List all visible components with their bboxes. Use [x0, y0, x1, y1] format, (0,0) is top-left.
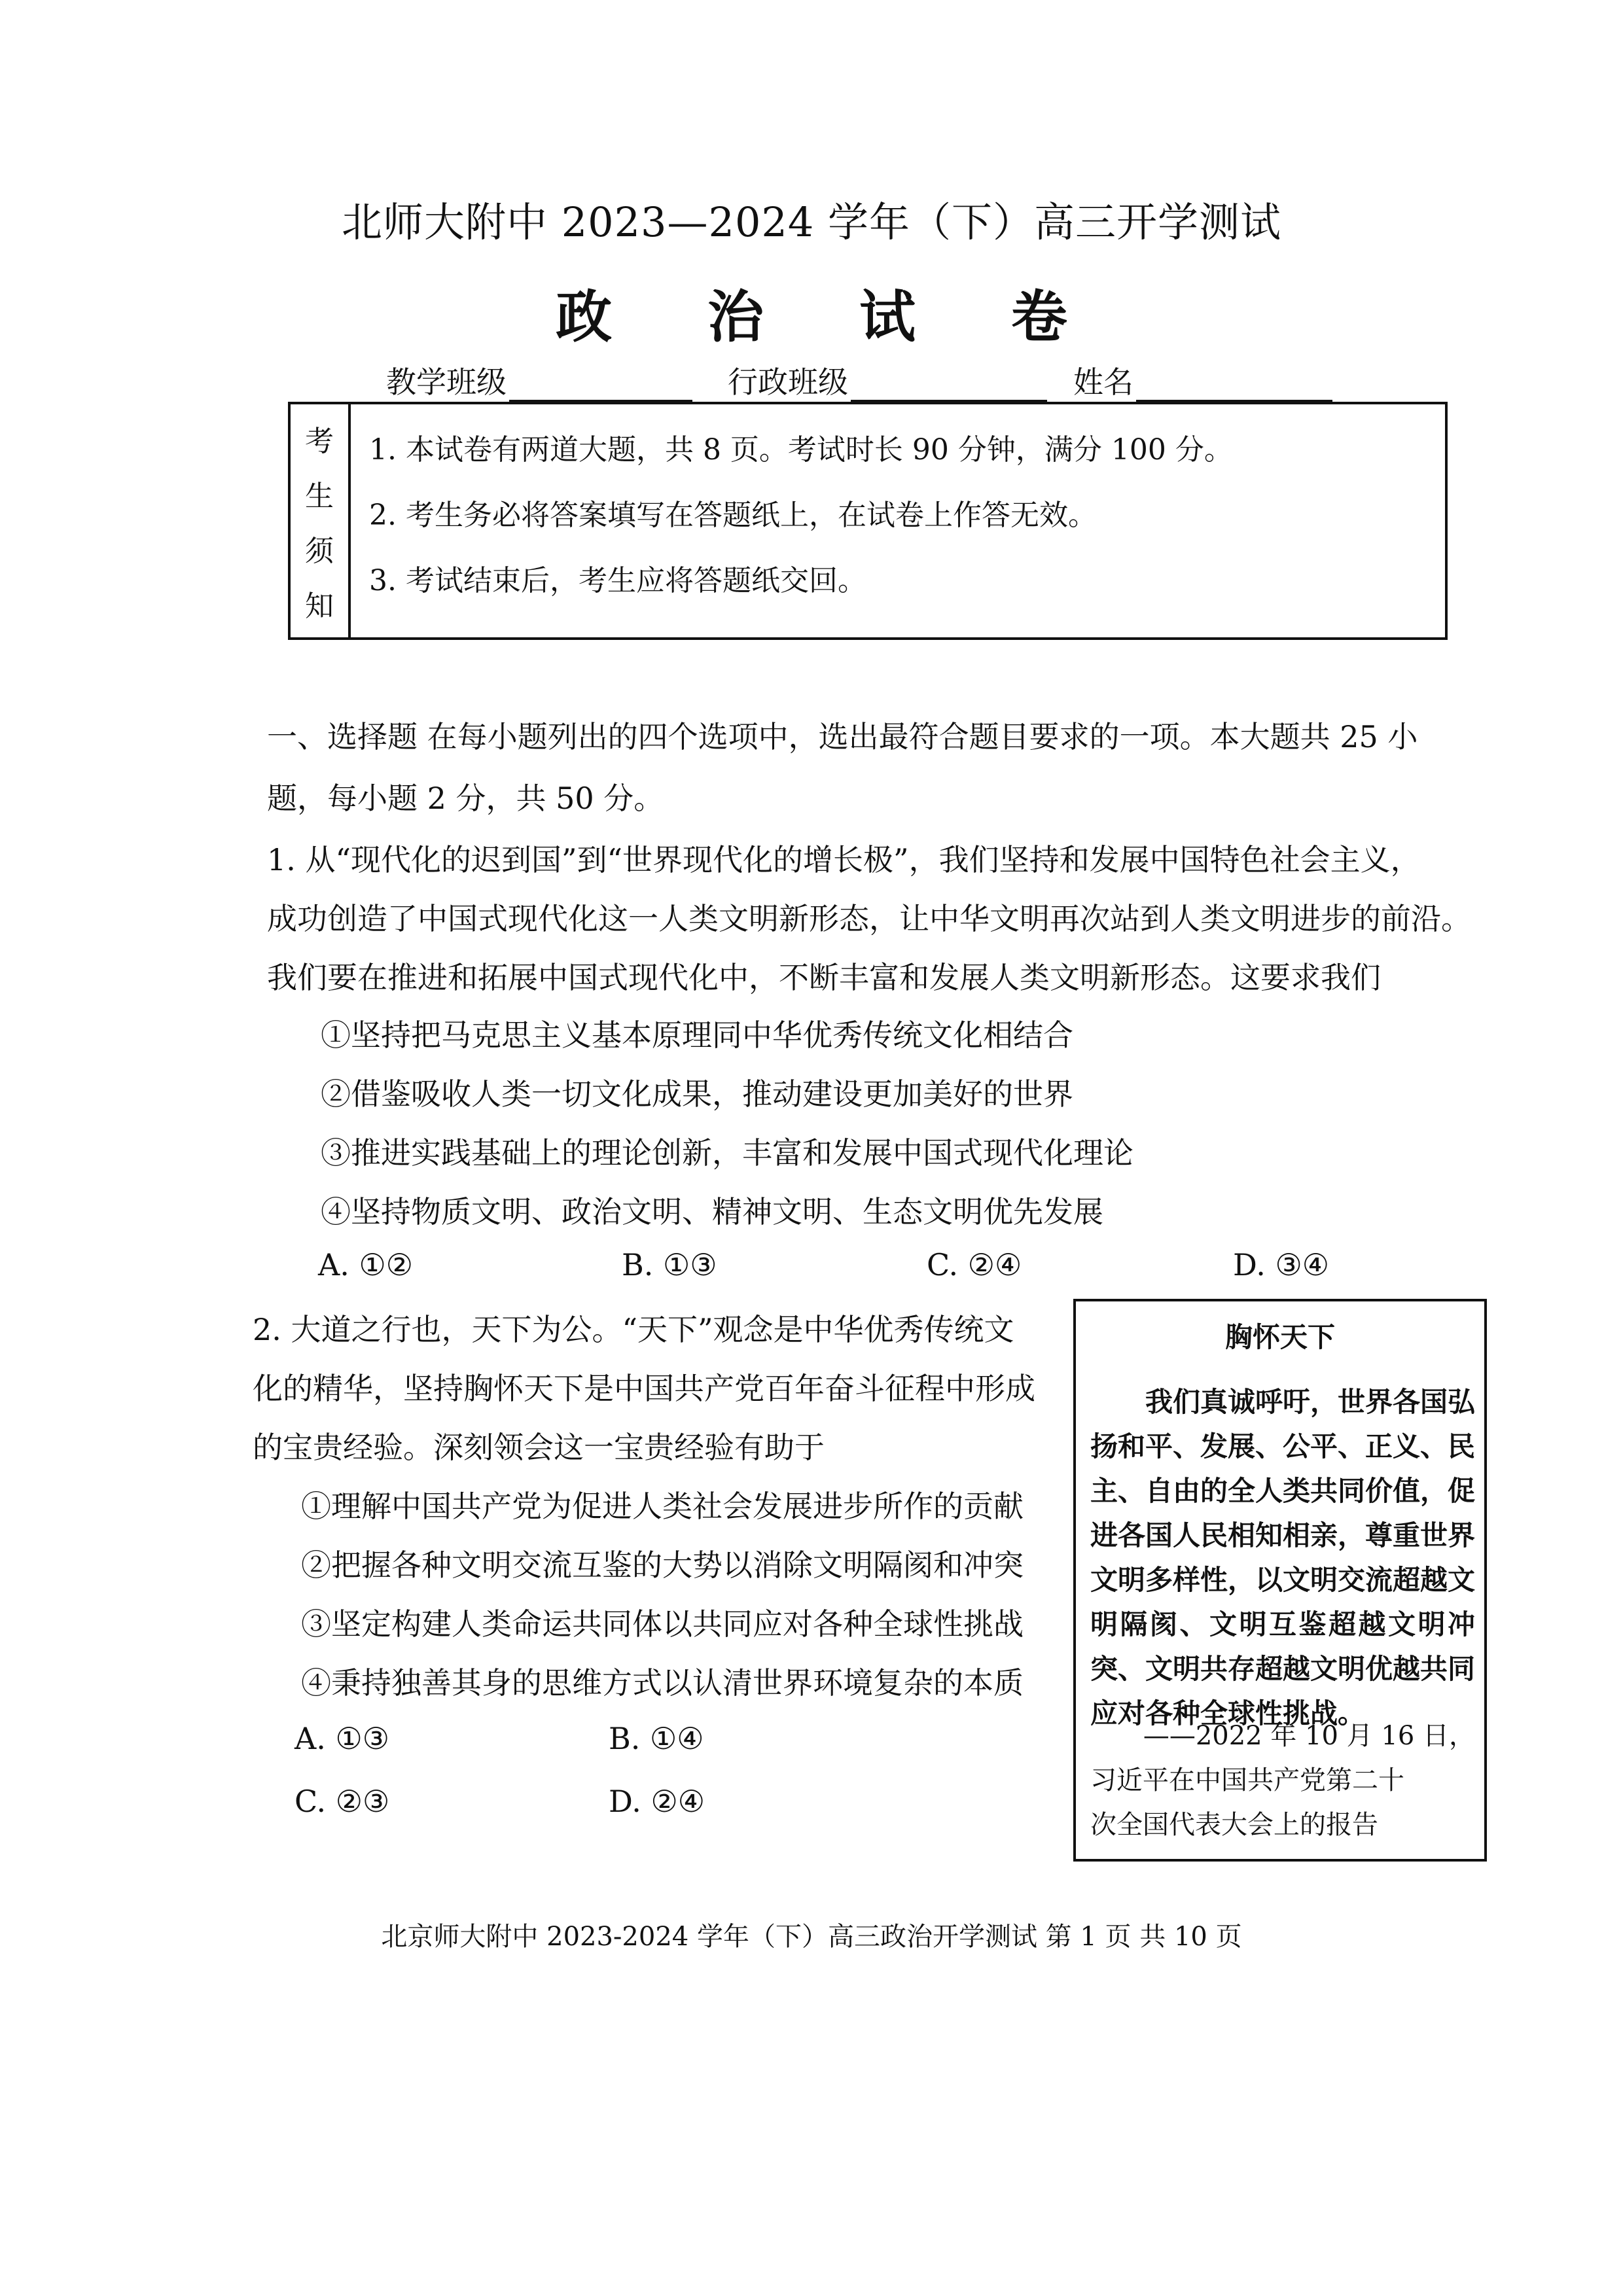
- teaching-class-label: 教学班级: [386, 364, 507, 400]
- q2-statement: ③坚定构建人类命运共同体以共同应对各种全球性挑战: [301, 1606, 1024, 1642]
- name-field: [1073, 359, 1332, 402]
- teaching-class-blank: [509, 370, 692, 402]
- section1-intro-line1: 一、选择题 在每小题列出的四个选项中，选出最符合题目要求的一项。本大题共 25 小: [267, 719, 1418, 754]
- notice-item: 1. 本试卷有两道大题，共 8 页。考试时长 90 分钟，满分 100 分。: [369, 433, 1233, 467]
- admin-class-blank: [851, 370, 1047, 402]
- q1-stem-line: 成功创造了中国式现代化这一人类文明新形态，让中华文明再次站到人类文明进步的前沿。: [267, 901, 1471, 936]
- q2-stem-line: 的宝贵经验。深刻领会这一宝贵经验有助于: [253, 1430, 825, 1465]
- exam-subject: 政 治 试 卷: [556, 284, 1105, 350]
- q1-option-b: B. ①③: [622, 1247, 717, 1282]
- notice-side-char: 生: [305, 480, 334, 513]
- notice-item: 2. 考生务必将答案填写在答题纸上，在试卷上作答无效。: [369, 499, 1097, 532]
- q2-stem-line: 2. 大道之行也，天下为公。“天下”观念是中华优秀传统文: [253, 1312, 1014, 1347]
- q1-stem-line: 1. 从“现代化的迟到国”到“世界现代化的增长极”，我们坚持和发展中国特色社会主义，: [267, 842, 1421, 877]
- quote-title: 胸怀天下: [1224, 1321, 1335, 1353]
- page-footer: 北京师大附中 2023-2024 学年（下）高三政治开学测试 第 1 页 共 10 页: [381, 1922, 1242, 1952]
- notice-side-label: [291, 404, 351, 637]
- admin-class-label: 行政班级: [728, 364, 848, 400]
- q2-statement: ①理解中国共产党为促进人类社会发展进步所作的贡献: [301, 1489, 1024, 1524]
- quote-source: [1090, 1714, 1475, 1847]
- q2-stem-line: 化的精华，坚持胸怀天下是中国共产党百年奋斗征程中形成: [253, 1371, 1035, 1406]
- quote-body: 我们真诚呼吁，世界各国弘扬和平、发展、公平、正义、民主、自由的全人类共同价值，促进各国人民相知相亲，尊重世界文明多样性，以文明交流超越文明隔阂、文明互鉴超越文明冲突、文明共存超越文明优越共同应对各种全球性挑战。: [1090, 1386, 1476, 1729]
- q1-option-d: D. ③④: [1233, 1247, 1329, 1282]
- notice-side-char: 须: [305, 535, 334, 568]
- admin-class-field: [728, 359, 1047, 402]
- teaching-class-field: [386, 359, 692, 402]
- q1-statement: ③推进实践基础上的理论创新，丰富和发展中国式现代化理论: [321, 1135, 1133, 1171]
- section1-intro-line2: 题，每小题 2 分，共 50 分。: [267, 781, 664, 816]
- notice-side-char: 知: [305, 590, 334, 623]
- q2-option-a: A. ①③: [294, 1721, 389, 1756]
- name-blank: [1136, 370, 1332, 402]
- quote-source-line: 习近平在中国共产党第二十: [1090, 1765, 1404, 1795]
- notice-side-char: 考: [305, 425, 334, 458]
- q2-option-c: C. ②③: [294, 1784, 390, 1819]
- q2-statement: ②把握各种文明交流互鉴的大势以消除文明隔阂和冲突: [301, 1547, 1024, 1583]
- q2-option-d: D. ②④: [609, 1784, 705, 1819]
- notice-items: [369, 431, 1233, 627]
- notice-item: 3. 考试结束后，考生应将答题纸交回。: [369, 564, 866, 597]
- exam-notice-box: [288, 402, 1448, 640]
- q1-statement: ①坚持把马克思主义基本原理同中华优秀传统文化相结合: [321, 1017, 1073, 1053]
- name-label: 姓名: [1073, 364, 1133, 400]
- q1-statement: ②借鉴吸收人类一切文化成果，推动建设更加美好的世界: [321, 1076, 1073, 1112]
- q1-stem-line: 我们要在推进和拓展中国式现代化中，不断丰富和发展人类文明新形态。这要求我们: [267, 960, 1381, 995]
- quote-source-line: 次全国代表大会上的报告: [1090, 1810, 1378, 1840]
- quote-box: [1073, 1299, 1487, 1862]
- exam-title: 北师大附中 2023—2024 学年（下）高三开学测试: [342, 198, 1281, 246]
- q1-option-a: A. ①②: [318, 1247, 413, 1282]
- q2-statement: ④秉持独善其身的思维方式以认清世界环境复杂的本质: [301, 1665, 1024, 1701]
- q1-statement: ④坚持物质文明、政治文明、精神文明、生态文明优先发展: [321, 1194, 1103, 1229]
- q1-option-c: C. ②④: [927, 1247, 1022, 1282]
- q2-option-b: B. ①④: [609, 1721, 704, 1756]
- quote-source-line: ——2022 年 10 月 16 日，: [1143, 1721, 1475, 1751]
